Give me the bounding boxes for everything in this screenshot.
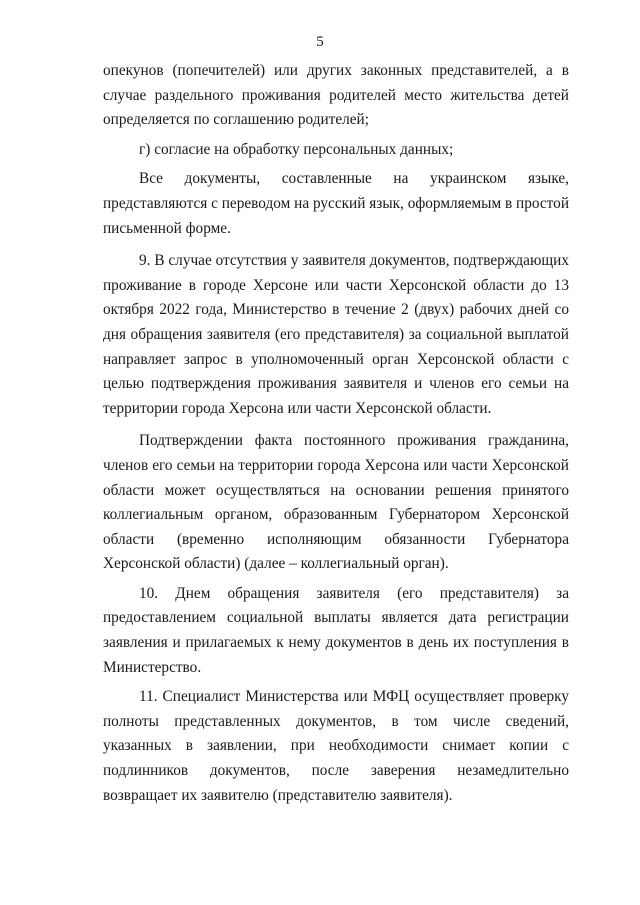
document-body bbox=[103, 59, 569, 808]
page-number: 5 bbox=[316, 34, 324, 50]
paragraph-9: 9. В случае отсутствия у заявителя документов, подтверждающих проживание в городе Херсоне или части Херсонской области до 13 октября 2022 года, Министерство в течение 2 (двух) рабочих дней со дня обращения заявителя (его представителя) за социальной выплатой направляет запрос в уполномоченный орган Херсонской области с целью подтверждения проживания заявителя и членов его семьи на территории города Херсона или части Херсонской области. bbox=[103, 252, 569, 417]
paragraph-11: 11. Специалист Министерства или МФЦ осуществляет проверку полноты представленных документов, в том числе сведений, указанных в заявлении, при необходимости снимает копии с подлинников документов, после заверения незамедлительно возвращает их заявителю (представителю заявителя). bbox=[103, 688, 569, 804]
paragraph-residence-confirmation: Подтверждении факта постоянного проживания гражданина, членов его семьи на территории города Херсона или части Херсонской области может осуществляться на основании решения принятого коллегиальным органом, образованным Губернатором Херсонской области (временно исполняющим обязанности Губернатора Херсонской области) (далее – коллегиальный орган). bbox=[103, 432, 569, 573]
paragraph-continuation: опекунов (попечителей) или других законных представителей, а в случае раздельного проживания родителей место жительства детей определяется по соглашению родителей; bbox=[103, 62, 569, 129]
paragraph-item-g: г) согласие на обработку персональных данных; bbox=[139, 140, 454, 158]
paragraph-translation-note: Все документы, составленные на украинском языке, представляются с переводом на русский язык, оформляемым в простой письменной форме. bbox=[103, 170, 569, 237]
paragraph-10: 10. Днем обращения заявителя (его представителя) за предоставлением социальной выплаты является дата регистрации заявления и прилагаемых к нему документов в день их поступления в Министерство. bbox=[103, 584, 569, 676]
